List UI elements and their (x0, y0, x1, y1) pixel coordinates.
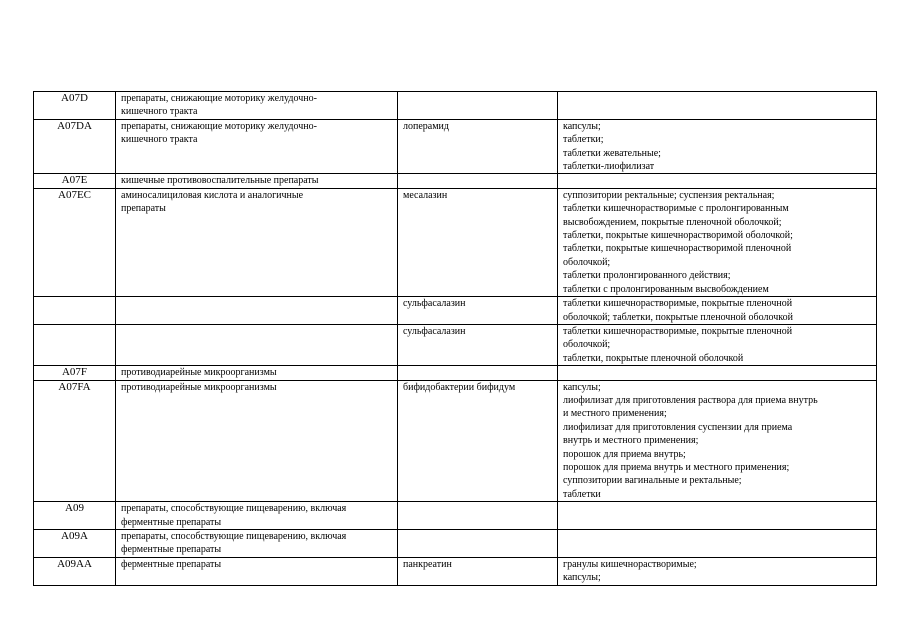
forms-text-line: таблетки кишечнорастворимые, покрытые пленочной (563, 325, 793, 337)
table-row (34, 92, 877, 120)
dosage-forms-cell (558, 188, 877, 296)
forms-text-line: капсулы; (563, 572, 601, 584)
group-name-cell (116, 380, 398, 502)
forms-text-line: гранулы кишечнорастворимые; (563, 558, 697, 570)
drug-name-cell (398, 557, 558, 585)
atc-code-cell (34, 380, 116, 502)
atc-code: A07E (61, 174, 88, 187)
forms-text-line: суппозитории ректальные; суспензия ректальная; (563, 189, 775, 201)
forms-text-line: таблетки, покрытые пленочной оболочкой (563, 352, 744, 364)
table-row (34, 297, 877, 325)
atc-code: A07D (61, 92, 88, 104)
atc-code: A09AA (57, 557, 92, 570)
drug-name-cell (398, 174, 558, 188)
group-name-cell (116, 366, 398, 380)
drug-name-cell (398, 502, 558, 530)
name-text-line: кишечные противовоспалительные препараты (121, 175, 319, 187)
name-text-line: противодиарейные микроорганизмы (121, 367, 277, 379)
drug-text-line: сульфасалазин (403, 298, 466, 310)
forms-text-line: оболочкой; (563, 339, 611, 351)
name-text-line: ферментные препараты (121, 544, 222, 556)
group-name-cell (116, 174, 398, 188)
forms-text-line: суппозитории вагинальные и ректальные; (563, 475, 742, 487)
atc-code-cell (34, 119, 116, 174)
drug-text-line: лоперамид (403, 120, 449, 132)
table-row (34, 119, 877, 174)
name-text-line: аминосалициловая кислота и аналогичные (121, 189, 304, 201)
drug-text-line: месалазин (403, 189, 448, 201)
forms-text-line: таблетки, покрытые кишечнорастворимой пленочной (563, 243, 792, 255)
name-text-line: кишечного тракта (121, 106, 198, 118)
drug-name-cell (398, 530, 558, 558)
drug-name-cell (398, 119, 558, 174)
group-name-cell (116, 530, 398, 558)
drug-text-line: бифидобактерии бифидум (403, 381, 516, 393)
atc-code-cell (34, 324, 116, 365)
group-name-cell (116, 297, 398, 325)
forms-text-line: оболочкой; таблетки, покрытые пленочной оболочкой (563, 311, 793, 323)
name-text-line: противодиарейные микроорганизмы (121, 381, 277, 393)
forms-text-line: таблетки, покрытые кишечнорастворимой оболочкой; (563, 230, 793, 242)
drug-name-cell (398, 297, 558, 325)
forms-text-line: таблетки с пролонгированным высвобождением (563, 283, 769, 295)
forms-text-line: внутрь и местного применения; (563, 435, 699, 447)
group-name-cell (116, 324, 398, 365)
group-name-cell (116, 557, 398, 585)
forms-text-line: лиофилизат для приготовления раствора для приема внутрь (563, 394, 818, 406)
table-row (34, 380, 877, 502)
forms-text-line: таблетки жевательные; (563, 147, 661, 159)
forms-text-line: лиофилизат для приготовления суспензии для приема (563, 421, 793, 433)
forms-text-line: таблетки пролонгированного действия; (563, 270, 731, 282)
dosage-forms-cell (558, 297, 877, 325)
group-name-cell (116, 502, 398, 530)
forms-text-line: капсулы; (563, 120, 601, 132)
forms-text-line: оболочкой; (563, 256, 611, 268)
atc-code: A07F (61, 366, 88, 379)
dosage-forms-cell (558, 502, 877, 530)
dosage-forms-cell (558, 530, 877, 558)
name-text-line: кишечного тракта (121, 134, 198, 146)
atc-code-cell (34, 502, 116, 530)
atc-code: A09A (61, 530, 88, 542)
atc-code: A07EC (58, 188, 91, 201)
forms-text-line: таблетки; (563, 134, 604, 146)
drug-name-cell (398, 366, 558, 380)
forms-text-line: капсулы; (563, 381, 601, 393)
name-text-line: ферментные препараты (121, 516, 222, 528)
drug-text-line: панкреатин (403, 558, 452, 570)
forms-text-line: высвобождением, покрытые пленочной оболочкой; (563, 216, 782, 228)
drug-name-cell (398, 92, 558, 120)
dosage-forms-cell (558, 324, 877, 365)
atc-code-cell (34, 297, 116, 325)
table-row (34, 188, 877, 296)
forms-text-line: таблетки (563, 488, 601, 500)
table-row (34, 557, 877, 585)
name-text-line: препараты, снижающие моторику желудочно- (121, 93, 317, 104)
table-row (34, 502, 877, 530)
name-text-line: ферментные препараты (121, 558, 222, 570)
atc-code-cell (34, 557, 116, 585)
atc-code: A07DA (57, 119, 92, 132)
forms-text-line: и местного применения; (563, 408, 667, 420)
table-row (34, 366, 877, 380)
group-name-cell (116, 188, 398, 296)
name-text-line: препараты (121, 203, 166, 215)
table-row (34, 324, 877, 365)
dosage-forms-cell (558, 174, 877, 188)
dosage-forms-cell (558, 92, 877, 120)
drug-name-cell (398, 380, 558, 502)
forms-text-line: порошок для приема внутрь и местного применения; (563, 461, 790, 473)
atc-code: A07FA (58, 380, 91, 393)
forms-text-line: таблетки-лиофилизат (563, 161, 655, 173)
dosage-forms-cell (558, 380, 877, 502)
drug-classification-table (33, 91, 877, 586)
name-text-line: препараты, способствующие пищеварению, включая (121, 531, 347, 542)
name-text-line: препараты, способствующие пищеварению, включая (121, 503, 347, 515)
dosage-forms-cell (558, 119, 877, 174)
atc-code-cell (34, 188, 116, 296)
atc-code-cell (34, 174, 116, 188)
table-row (34, 174, 877, 188)
dosage-forms-cell (558, 366, 877, 380)
group-name-cell (116, 119, 398, 174)
table-row (34, 530, 877, 558)
drug-name-cell (398, 188, 558, 296)
forms-text-line: порошок для приема внутрь; (563, 448, 686, 460)
atc-code: A09 (65, 502, 84, 515)
group-name-cell (116, 92, 398, 120)
atc-code (36, 297, 113, 310)
forms-text-line: таблетки кишечнорастворимые, покрытые пленочной (563, 298, 793, 310)
atc-code-cell (34, 366, 116, 380)
atc-code (36, 325, 113, 338)
dosage-forms-cell (558, 557, 877, 585)
forms-text-line: таблетки кишечнорастворимые с пролонгированным (563, 203, 789, 215)
atc-code-cell (34, 92, 116, 120)
drug-name-cell (398, 324, 558, 365)
drug-text-line: сульфасалазин (403, 325, 466, 337)
atc-code-cell (34, 530, 116, 558)
name-text-line: препараты, снижающие моторику желудочно- (121, 120, 317, 132)
